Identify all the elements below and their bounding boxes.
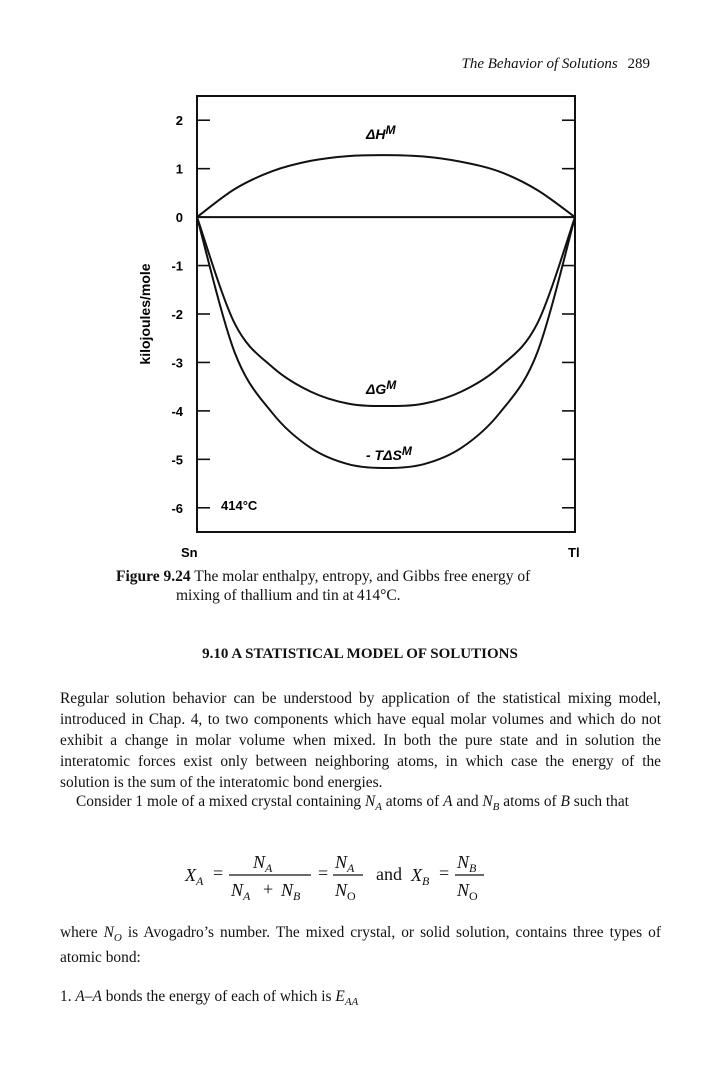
page-number: 289 [627,56,650,72]
figure-caption [116,567,586,605]
y-tick-label: -1 [171,258,183,274]
symbol-eaa: $E_{AA}$ [335,988,359,1008]
eq-num-3: $N_B$ [457,852,477,875]
symbol-a: A [443,793,453,810]
y-tick-label: -6 [171,500,183,516]
series-line-2 [197,217,575,468]
y-tick-label: -5 [171,452,183,468]
eq-equals-1: = [213,863,224,883]
symbol-no: $N_O$ [103,924,122,944]
eq-num-2: $N_A$ [335,852,355,875]
list-item [60,988,358,1006]
y-tick-label: -2 [171,307,183,322]
y-tick-label: 2 [175,113,183,129]
y-axis-label: kilojoules/mole [137,263,153,365]
symbol-nb: $N_B$ [482,793,500,813]
y-tick-label: -3 [171,355,183,371]
mole-fraction-equation [185,848,485,903]
paragraph-3-text-b: is Avogadro’s number. The mixed crystal, or solid solution, contains three types of atomic bond: [60,924,661,966]
list-item-number: 1. [60,988,76,1005]
eq-xa: $X_A$ [185,865,204,888]
section-heading: 9.10 A STATISTICAL MODEL OF SOLUTIONS [202,646,518,662]
running-title: The Behavior of Solutions [461,56,618,72]
eq-den-3: $N_O$ [457,880,478,903]
paragraph-2-text-d: atoms of [499,793,561,810]
plot-frame [197,96,575,532]
eq-den-1a: $N_A$ [231,880,251,903]
paragraph-2-text-a: Consider 1 mole of a mixed crystal containing [76,793,365,810]
eq-plus: + [263,879,274,899]
y-tick-label: 1 [175,161,183,177]
eq-equals-2: = [318,863,329,883]
eq-den-2: $N_O$ [335,880,356,903]
paragraph-1: Regular solution behavior can be understood by application of the statistical mixing model, introduced in Chap. 4, to two components which have equal molar volumes and which do not exhibit a change in molar volume when mixed. In both the pure state and in solution the interatomic forces exist only between neighboring atoms, in which case the energy of the solution is the sum of the interatomic bond energies. [60,690,661,791]
caption-line-1: The molar enthalpy, entropy, and Gibbs free energy of [194,568,531,585]
eq-and: and [376,864,402,884]
list-item-text: bonds the energy of each of which is [101,988,336,1005]
caption-label: Figure 9.24 [116,568,191,585]
series-line-0 [197,155,575,217]
delta-g-label: ΔGM [366,378,397,398]
y-tick-label: 0 [175,210,183,226]
temperature-annotation: 414°C [221,498,258,514]
symbol-b: B [560,793,570,810]
eq-num-1: $N_A$ [253,852,273,875]
paragraph-3 [60,920,661,970]
eq-xb: $X_B$ [411,865,430,888]
x-label-tl: Tl [568,545,580,560]
bond-aa: A–A [75,988,102,1005]
x-label-sn: Sn [181,545,198,560]
eq-den-1b: $N_B$ [281,880,301,903]
running-head [462,56,651,73]
symbol-na: $N_A$ [364,793,382,813]
paragraph-3-text-a: where [60,924,104,941]
paragraph-2-text-b: atoms of [381,793,444,810]
caption-line-2: mixing of thallium and tin at 414°C. [176,587,401,604]
y-tick-label: -4 [171,403,183,419]
t-delta-s-label: - TΔSM [366,444,412,464]
paragraph-2-text-c: and [452,793,483,810]
paragraph-2 [60,790,661,814]
delta-h-label: ΔHM [366,123,396,143]
eq-equals-3: = [439,863,450,883]
paragraph-2-text-e: such that [569,793,629,810]
figure-chart [137,88,600,560]
